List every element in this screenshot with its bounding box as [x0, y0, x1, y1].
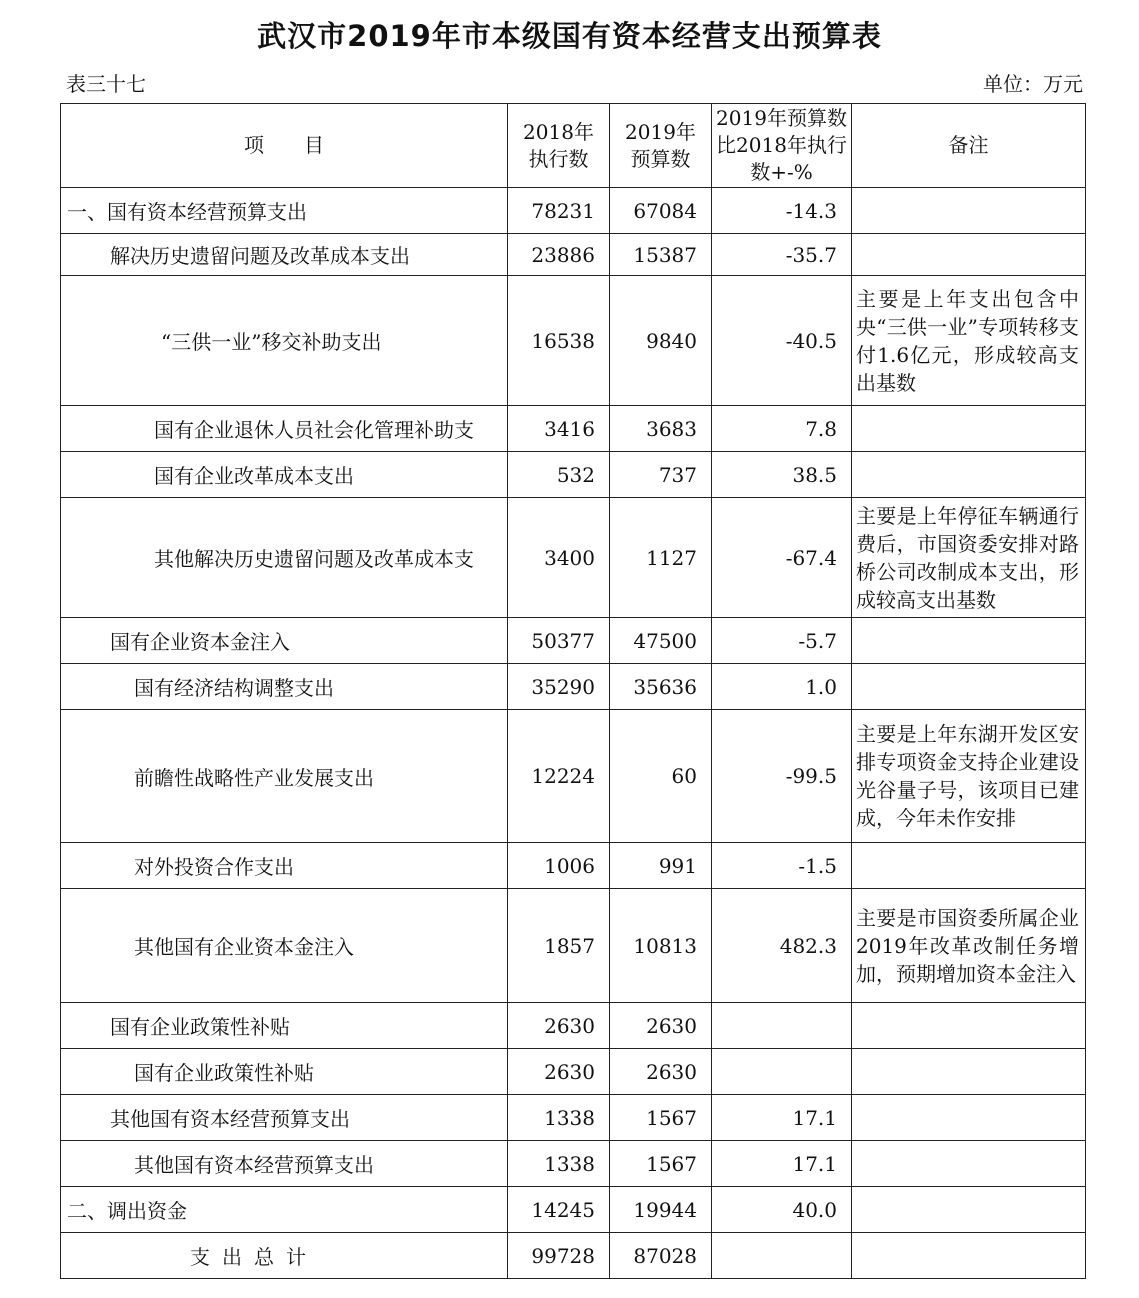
- value-2018: 35290: [508, 664, 610, 710]
- value-2019: 87028: [610, 1233, 712, 1279]
- change-pct: -67.4: [712, 498, 852, 618]
- value-2018: 3416: [508, 406, 610, 452]
- row-item-name: 一、国有资本经营预算支出: [61, 188, 508, 234]
- value-2019: 67084: [610, 188, 712, 234]
- table-row: [61, 1095, 1086, 1141]
- change-pct: 40.0: [712, 1187, 852, 1233]
- header-pct: 2019年预算数比2018年执行数+-%: [712, 104, 852, 188]
- value-2018: 2630: [508, 1049, 610, 1095]
- row-item-name: 国有企业政策性补贴: [61, 1003, 508, 1049]
- row-item-name: 其他国有资本经营预算支出: [61, 1095, 508, 1141]
- change-pct: 482.3: [712, 889, 852, 1003]
- row-note: [852, 1187, 1086, 1233]
- note-text: 主要是市国资委所属企业2019年改革改制任务增加，预期增加资本金注入: [856, 905, 1079, 986]
- row-note: [852, 498, 1086, 618]
- table-row: [61, 618, 1086, 664]
- table-number: 表三十七: [66, 72, 146, 96]
- value-2018: 78231: [508, 188, 610, 234]
- value-2018: 14245: [508, 1187, 610, 1233]
- value-2019: 15387: [610, 234, 712, 276]
- row-item-name: 国有企业资本金注入: [61, 618, 508, 664]
- row-item-name: 国有企业退休人员社会化管理补助支: [61, 406, 508, 452]
- value-2019: 2630: [610, 1049, 712, 1095]
- row-note: [852, 406, 1086, 452]
- row-item-name: 二、调出资金: [61, 1187, 508, 1233]
- row-note: [852, 1003, 1086, 1049]
- row-item-name: 解决历史遗留问题及改革成本支出: [61, 234, 508, 276]
- row-note: [852, 1049, 1086, 1095]
- value-2018: 50377: [508, 618, 610, 664]
- row-note: [852, 889, 1086, 1003]
- row-item-name: 其他解决历史遗留问题及改革成本支: [61, 498, 508, 618]
- row-note: [852, 1141, 1086, 1187]
- change-pct: 1.0: [712, 664, 852, 710]
- table-row: [61, 1233, 1086, 1279]
- row-note: [852, 710, 1086, 843]
- table-row: [61, 188, 1086, 234]
- row-item-name: “三供一业”移交补助支出: [61, 276, 508, 406]
- value-2019: 60: [610, 710, 712, 843]
- value-2018: 12224: [508, 710, 610, 843]
- change-pct: 7.8: [712, 406, 852, 452]
- header-note: 备注: [852, 104, 1086, 188]
- value-2018: 1006: [508, 843, 610, 889]
- value-2018: 99728: [508, 1233, 610, 1279]
- value-2019: 10813: [610, 889, 712, 1003]
- row-note: [852, 618, 1086, 664]
- change-pct: [712, 1003, 852, 1049]
- table-row: [61, 1141, 1086, 1187]
- note-text: 主要是上年停征车辆通行费后，市国资委安排对路桥公司改制成本支出，形成较高支出基数: [856, 503, 1079, 612]
- row-item-name: 支出总计: [61, 1233, 508, 1279]
- table-row: [61, 889, 1086, 1003]
- row-note: [852, 452, 1086, 498]
- change-pct: -1.5: [712, 843, 852, 889]
- change-pct: -40.5: [712, 276, 852, 406]
- value-2018: 23886: [508, 234, 610, 276]
- row-note: [852, 188, 1086, 234]
- row-note: [852, 1095, 1086, 1141]
- value-2019: 991: [610, 843, 712, 889]
- table-row: [61, 1003, 1086, 1049]
- row-item-name: 其他国有资本经营预算支出: [61, 1141, 508, 1187]
- table-row: [61, 1049, 1086, 1095]
- value-2018: 16538: [508, 276, 610, 406]
- value-2018: 532: [508, 452, 610, 498]
- value-2019: 1127: [610, 498, 712, 618]
- table-row: [61, 406, 1086, 452]
- change-pct: 17.1: [712, 1095, 852, 1141]
- table-row: [61, 664, 1086, 710]
- table-row: [61, 710, 1086, 843]
- header-2018: 2018年 执行数: [508, 104, 610, 188]
- row-note: [852, 1233, 1086, 1279]
- change-pct: [712, 1233, 852, 1279]
- row-note: [852, 843, 1086, 889]
- value-2019: 737: [610, 452, 712, 498]
- row-item-name: 国有企业政策性补贴: [61, 1049, 508, 1095]
- value-2019: 47500: [610, 618, 712, 664]
- value-2018: 2630: [508, 1003, 610, 1049]
- change-pct: 17.1: [712, 1141, 852, 1187]
- value-2018: 1338: [508, 1141, 610, 1187]
- table-row: [61, 452, 1086, 498]
- table-row: [61, 843, 1086, 889]
- row-note: [852, 664, 1086, 710]
- header-item: 项 目: [61, 104, 508, 188]
- value-2019: 35636: [610, 664, 712, 710]
- budget-table: [60, 103, 1086, 1279]
- note-text: 主要是上年东湖开发区安排专项资金支持企业建设光谷量子号，该项目已建成，今年未作安排: [856, 722, 1079, 830]
- change-pct: -5.7: [712, 618, 852, 664]
- value-2019: 9840: [610, 276, 712, 406]
- table-row: [61, 276, 1086, 406]
- change-pct: -14.3: [712, 188, 852, 234]
- row-item-name: 对外投资合作支出: [61, 843, 508, 889]
- change-pct: 38.5: [712, 452, 852, 498]
- value-2018: 3400: [508, 498, 610, 618]
- row-item-name: 国有经济结构调整支出: [61, 664, 508, 710]
- note-text: 主要是上年支出包含中央“三供一业”专项转移支付1.6亿元，形成较高支出基数: [856, 286, 1079, 395]
- table-row: [61, 1187, 1086, 1233]
- change-pct: [712, 1049, 852, 1095]
- row-item-name: 国有企业改革成本支出: [61, 452, 508, 498]
- row-note: [852, 276, 1086, 406]
- row-item-name: 其他国有企业资本金注入: [61, 889, 508, 1003]
- value-2018: 1857: [508, 889, 610, 1003]
- row-note: [852, 234, 1086, 276]
- header-2019: 2019年 预算数: [610, 104, 712, 188]
- change-pct: -99.5: [712, 710, 852, 843]
- value-2018: 1338: [508, 1095, 610, 1141]
- row-item-name: 前瞻性战略性产业发展支出: [61, 710, 508, 843]
- value-2019: 19944: [610, 1187, 712, 1233]
- value-2019: 3683: [610, 406, 712, 452]
- table-row: [61, 498, 1086, 618]
- table-row: [61, 234, 1086, 276]
- page-title: 武汉市2019年市本级国有资本经营支出预算表: [257, 19, 882, 53]
- value-2019: 1567: [610, 1141, 712, 1187]
- unit-label: 单位：万元: [983, 72, 1083, 96]
- change-pct: -35.7: [712, 234, 852, 276]
- value-2019: 1567: [610, 1095, 712, 1141]
- value-2019: 2630: [610, 1003, 712, 1049]
